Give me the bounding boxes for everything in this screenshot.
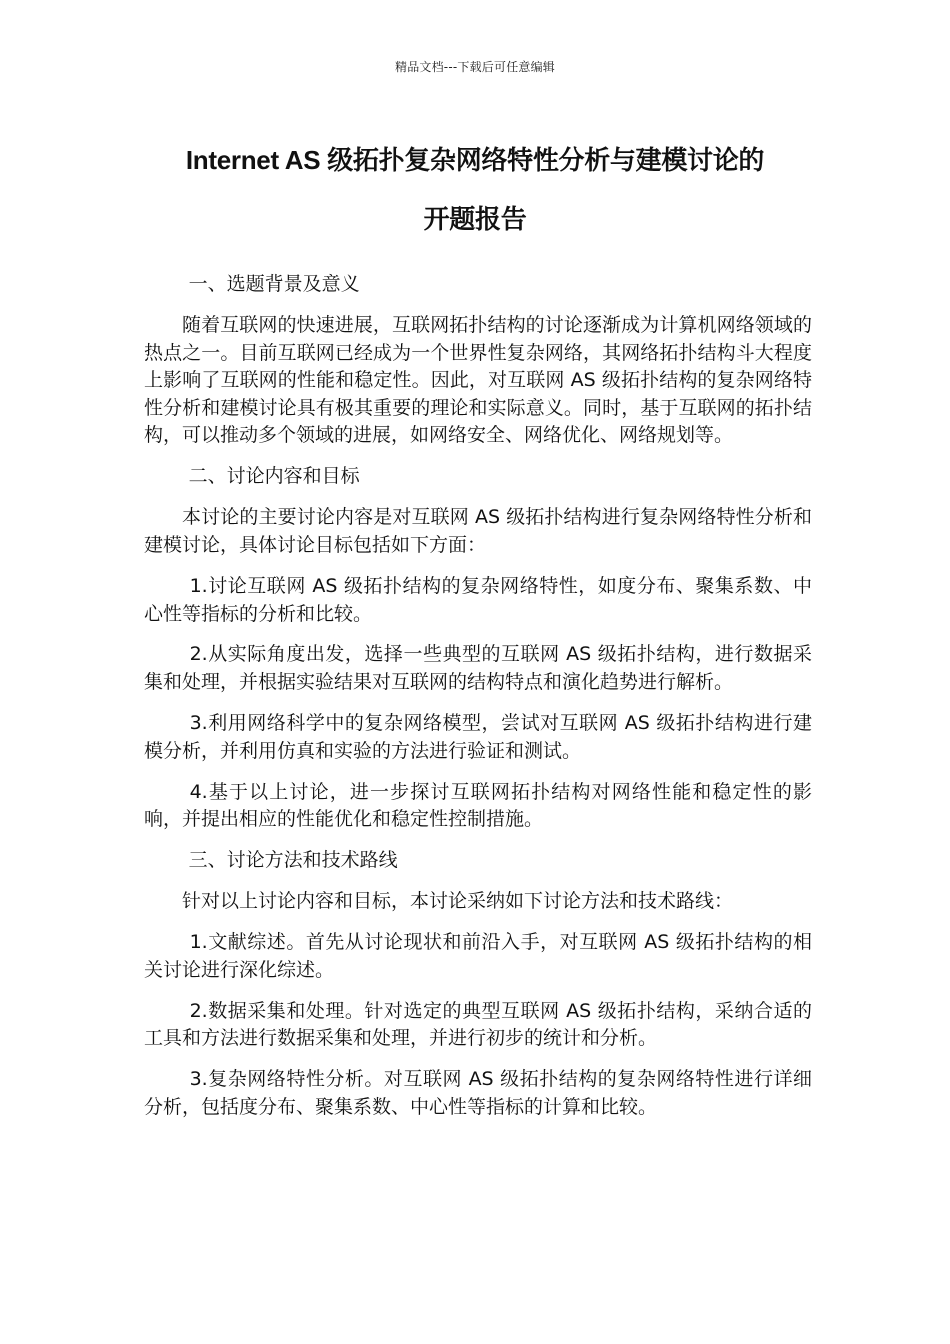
paragraph-background: 随着互联网的快速进展，互联网拓扑结构的讨论逐渐成为计算机网络领域的热点之一。目前互联网已经成为一个世界性复杂网络，其网络拓扑结构斗大程度上影响了互联网的性能和稳定性。因此，对互联网 AS 级拓扑结构的复杂网络特性分析和建模讨论具有极其重要的理论和实际意义。同时，基于互联网的拓扑结构，可以推动多个领域的进展，如网络安全、网络优化、网络规划等。 <box>144 313 812 447</box>
list-item-goal-2: 2.从实际角度出发，选择一些典型的互联网 AS 级拓扑结构，进行数据采集和处理，并根据实验结果对互联网的结构特点和演化趋势进行解析。 <box>144 643 812 694</box>
paragraph-content-intro: 本讨论的主要讨论内容是对互联网 AS 级拓扑结构进行复杂网络特性分析和建模讨论，具体讨论目标包括如下方面： <box>144 506 812 556</box>
list-item-method-2: 2.数据采集和处理。针对选定的典型互联网 AS 级拓扑结构，采纳合适的工具和方法进行数据采集和处理，并进行初步的统计和分析。 <box>144 999 812 1050</box>
document-body <box>144 271 812 1135</box>
section-heading-background: 一、选题背景及意义 <box>188 273 360 295</box>
list-item-goal-4: 4.基于以上讨论，进一步探讨互联网拓扑结构对网络性能和稳定性的影响，并提出相应的性能优化和稳定性控制措施。 <box>144 780 812 831</box>
section-heading-content-goals: 二、讨论内容和目标 <box>188 465 360 488</box>
page-header: 精品文档---下载后可任意编辑 <box>395 60 555 74</box>
section-heading-methods: 三、讨论方法和技术路线 <box>188 849 398 872</box>
list-item-goal-1: 1.讨论互联网 AS 级拓扑结构的复杂网络特性，如度分布、聚集系数、中心性等指标的分析和比较。 <box>144 574 812 625</box>
document-title-line1: Internet AS 级拓扑复杂网络特性分析与建模讨论的 <box>185 145 765 175</box>
list-item-goal-3: 3.利用网络科学中的复杂网络模型，尝试对互联网 AS 级拓扑结构进行建模分析，并利用仿真和实验的方法进行验证和测试。 <box>144 712 812 762</box>
list-item-method-3: 3.复杂网络特性分析。对互联网 AS 级拓扑结构的复杂网络特性进行详细分析，包括度分布、聚集系数、中心性等指标的计算和比较。 <box>144 1068 812 1118</box>
list-item-method-1: 1.文献综述。首先从讨论现状和前沿入手，对互联网 AS 级拓扑结构的相关讨论进行深化综述。 <box>144 931 812 981</box>
document-title-line2: 开题报告 <box>423 204 527 234</box>
paragraph-methods-intro: 针对以上讨论内容和目标，本讨论采纳如下讨论方法和技术路线： <box>182 890 734 913</box>
